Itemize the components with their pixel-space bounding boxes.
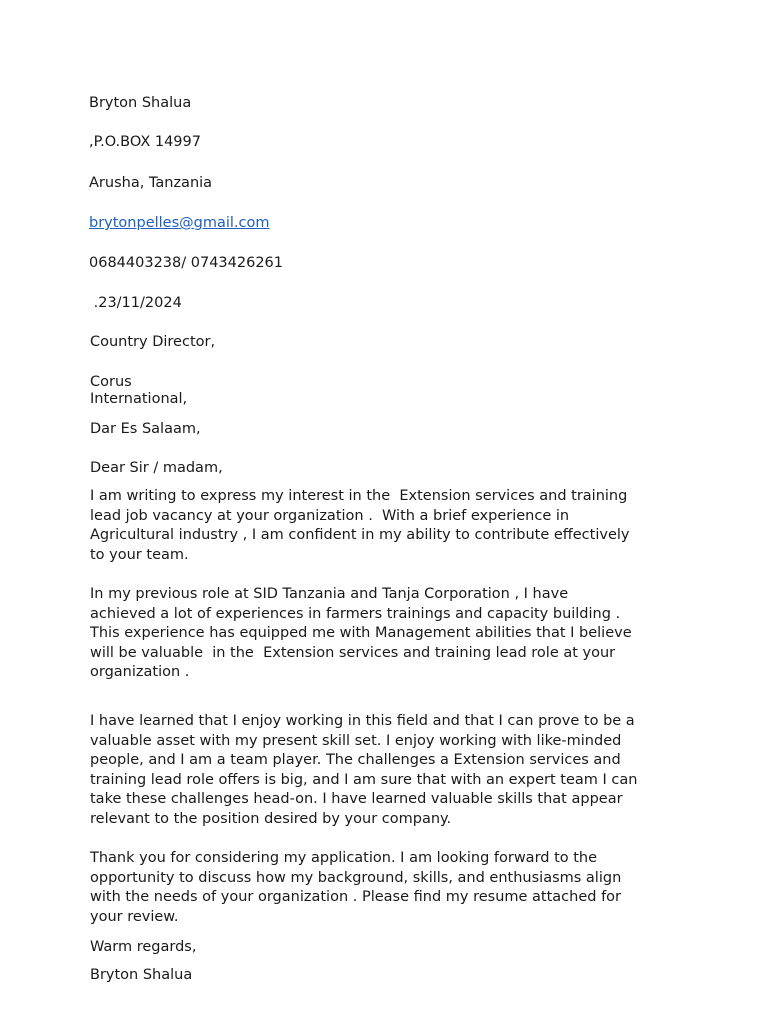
paragraph-line: people, and I am a team player. The challenges a Extension services and (90, 752, 621, 769)
paragraph-line: relevant to the position desired by your company. (90, 810, 452, 827)
salutation: Dear Sir / madam, (90, 460, 223, 476)
paragraph-line: achieved a lot of experiences in farmers trainings and capacity building . (90, 605, 621, 622)
paragraph-line: Thank you for considering my application. I am looking forward to the (90, 850, 598, 866)
paragraph-line: I am writing to express my interest in the Extension services and training (90, 488, 628, 504)
sender-pobox: ,P.O.BOX 14997 (89, 134, 201, 150)
paragraph-interest (90, 487, 670, 565)
paragraph-thanks (90, 849, 670, 927)
sender-name: Bryton Shalua (89, 95, 192, 111)
paragraph-line: to your team. (90, 546, 189, 563)
paragraph-experience (90, 585, 670, 683)
paragraph-line: valuable asset with my present skill set. I enjoy working with like-minded (90, 732, 622, 749)
recipient-org-line1: Corus (90, 374, 132, 390)
paragraph-line: Agricultural industry , I am confident in my ability to contribute effectively (90, 527, 630, 544)
recipient-city: Dar Es Salaam, (90, 421, 201, 437)
sender-city: Arusha, Tanzania (89, 175, 213, 191)
recipient-title: Country Director, (90, 334, 216, 350)
paragraph-line: with the needs of your organization . Please find my resume attached for (90, 889, 622, 906)
sender-phone: 0684403238/ 0743426261 (89, 255, 284, 271)
paragraph-line: I have learned that I enjoy working in this field and that I can prove to be a (90, 713, 635, 729)
paragraph-line: organization . (90, 664, 190, 681)
signature: Bryton Shalua (90, 967, 193, 983)
paragraph-line: will be valuable in the Extension services and training lead role at your (90, 644, 616, 661)
paragraph-line: This experience has equipped me with Management abilities that I believe (90, 625, 632, 642)
paragraph-line: In my previous role at SID Tanzania and Tanja Corporation , I have (90, 586, 569, 602)
letter-date: .23/11/2024 (89, 295, 182, 311)
paragraph-line: opportunity to discuss how my background, skills, and enthusiasms align (90, 869, 622, 886)
closing: Warm regards, (90, 939, 197, 955)
recipient-org-line2: International, (90, 391, 188, 407)
paragraph-line: take these challenges head-on. I have learned valuable skills that appear (90, 791, 623, 808)
paragraph-line: your review. (90, 908, 179, 925)
sender-email-link[interactable]: brytonpelles@gmail.com (89, 215, 270, 231)
paragraph-skills (90, 712, 670, 830)
paragraph-line: lead job vacancy at your organization . With a brief experience in (90, 507, 570, 524)
paragraph-line: training lead role offers is big, and I am sure that with an expert team I can (90, 771, 638, 788)
